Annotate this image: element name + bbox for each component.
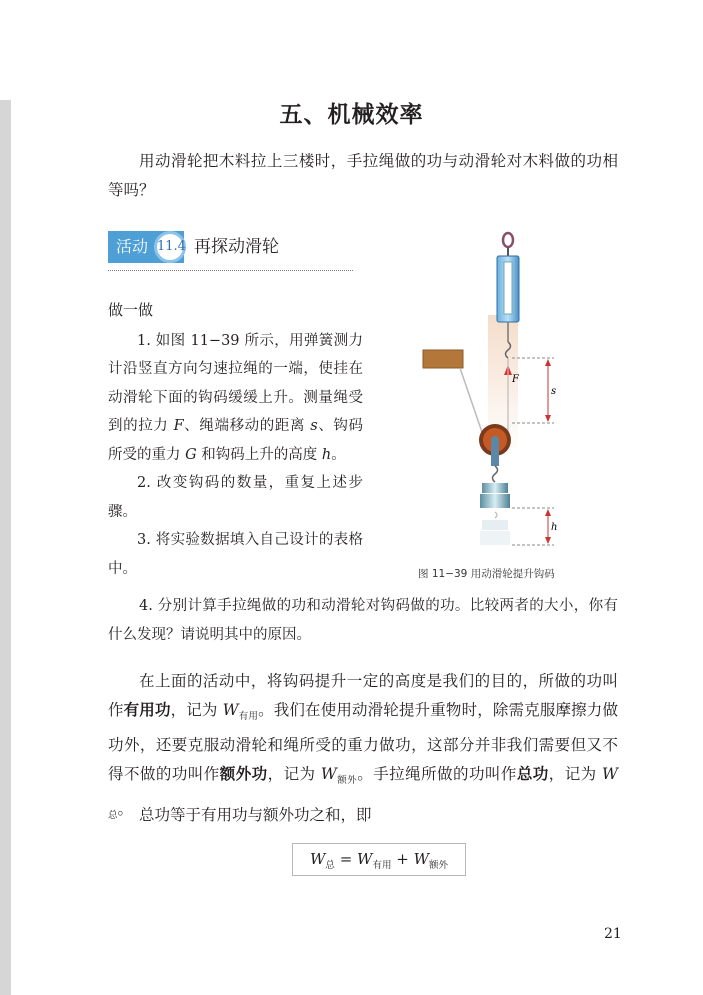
section-heading: 做一做 xyxy=(108,301,154,319)
formula-intro: 总功等于有用功与额外功之和，即 xyxy=(139,806,372,824)
section-title: 五、机械效率 xyxy=(279,102,424,128)
step-2: 2. 改变钩码的数量，重复上述步骤。 xyxy=(108,475,363,520)
activity-label: 活动 xyxy=(108,231,184,263)
page-number: 21 xyxy=(604,926,622,942)
activity-divider xyxy=(108,270,353,271)
term-extra-work: 额外功 xyxy=(219,765,268,784)
distance-s-label: s xyxy=(551,386,557,397)
figure-caption: 图 11−39 用动滑轮提升钩码 xyxy=(418,568,555,580)
height-h-label: h xyxy=(551,522,558,533)
activity-number: 11.4 xyxy=(154,231,186,263)
term-total-work: 总功 xyxy=(516,765,549,784)
activity-steps xyxy=(108,296,363,583)
page-edge-shadow xyxy=(0,100,11,995)
force-label: F xyxy=(512,374,519,385)
pulley-illustration xyxy=(418,230,588,560)
step-4: 4. 分别计算手拉绳做的功和动滑轮对钩码做的功。比较两者的大小，你有什么发现？请说明其中的原因。 xyxy=(108,598,618,643)
body-paragraph: 在上面的活动中，将钩码提升一定的高度是我们的目的，所做的功叫作有用功，记为 $W_{有用}$。我们在使用动滑轮提升重物时，除需克服摩擦力做功外，还要克服动滑轮和绳所受的重力做功，这部分并非我们需要但又不得不做的功叫作额外功，记为 $W_{额外}$。手拉绳所做的功叫作总功，记为 $W_总$。 xyxy=(108,672,618,822)
activity-banner xyxy=(108,231,353,263)
pulley-figure xyxy=(418,230,588,560)
intro-question: 用动滑轮把木料拉上三楼时，手拉绳做的功与动滑轮对木料做的功相等吗？ xyxy=(108,152,618,199)
work-formula: $W_总 = W_{有用} + W_{额外}$ xyxy=(292,843,466,876)
term-useful-work: 有用功 xyxy=(123,701,171,719)
step-3: 3. 将实验数据填入自己设计的表格中。 xyxy=(108,532,363,577)
step-1: 1. 如图 11−39 所示，用弹簧测力计沿竖直方向匀速拉绳的一端，使挂在动滑轮下面的钩码缓缓上升。测量绳受到的拉力 F、绳端移动的距离 s、钩码所受的重力 G 和钩码上升的高度 h。 xyxy=(108,332,364,463)
activity-title: 再探动滑轮 xyxy=(194,237,279,257)
